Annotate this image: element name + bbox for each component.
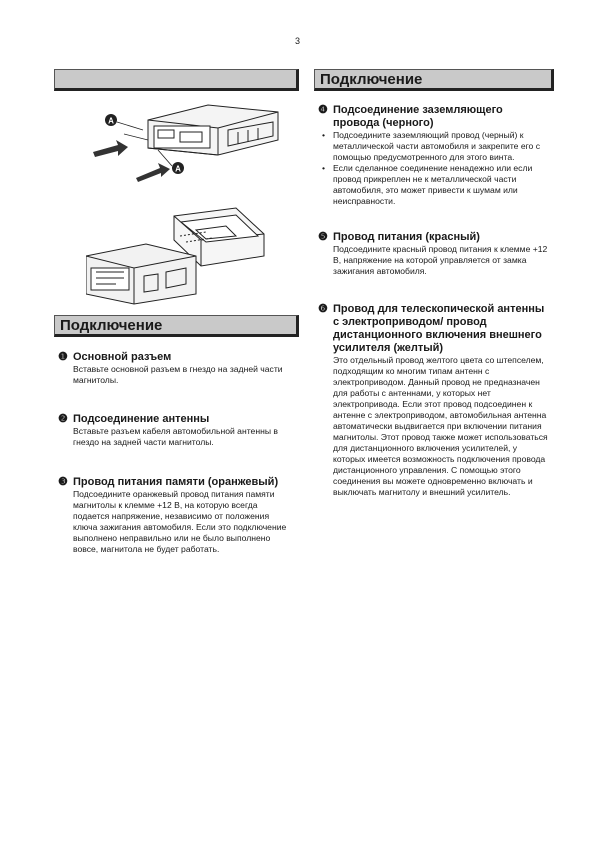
item-title: Провод питания памяти (оранжевый): [73, 476, 279, 488]
bullet-number-6: ❻: [318, 303, 328, 315]
list-item: • Подсоедините заземляющий провод (черный) к металлической части автомобиля и закрепите его с помощью предусмотренного для этого винта.: [322, 130, 541, 162]
item-title: Провод питания (красный): [333, 231, 480, 243]
item-body: Вставьте основной разъем в гнездо на задней части магнитолы.: [73, 364, 283, 385]
item-ground-wire: [318, 104, 550, 207]
right-section-bar: [314, 69, 554, 91]
bullet-number-2: ❷: [58, 413, 68, 425]
ground-bullets: [318, 130, 550, 207]
installation-figure-bottom: [86, 196, 276, 306]
item-antenna-remote: [318, 303, 550, 498]
list-item: • Если сделанное соединение ненадежно или если провод прикреплен не к металлической части автомобиля, это может привести к шумам или неисправности.: [322, 163, 533, 206]
page-number: 3: [294, 36, 300, 46]
item-title: Подсоединение антенны: [73, 413, 210, 425]
right-section-title: Подключение: [320, 71, 423, 88]
item-title: Провод для телескопической антенны с электроприводом/ провод дистанционного включения внешнего усилителя (желтый): [333, 303, 545, 354]
item-body: Подсоедините оранжевый провод питания памяти магнитолы к клемме +12 В, на которую всегда подается напряжение, независимо от положения ключа зажигания автомобиля. Если это подключение выполнено неправильно или не было выполнено вовсе, магнитола не будет работать.: [73, 489, 287, 554]
bullet-number-3: ❸: [58, 476, 68, 488]
item-body: Подсоедините красный провод питания к клемме +12 В, напряжение на которой управляется от замка зажигания автомобиля.: [333, 244, 548, 276]
left-section-title: Подключение: [60, 317, 163, 334]
left-section-bar: [54, 315, 299, 337]
installation-figure-top: [88, 100, 288, 190]
item-antenna: [58, 413, 288, 448]
left-column: [58, 351, 288, 555]
bullet-number-5: ❺: [318, 231, 328, 243]
right-column: [318, 104, 550, 498]
bullet-number-4: ❹: [318, 104, 328, 116]
item-main-connector: [58, 351, 288, 386]
bullet-number-1: ❶: [58, 351, 68, 363]
item-title: Подсоединение заземляющего провода (черного): [333, 104, 503, 129]
item-body: Вставьте разъем кабеля автомобильной антенны в гнездо на задней части магнитолы.: [73, 426, 278, 447]
marker-a-bottom: A: [175, 164, 181, 174]
item-power-red: [318, 231, 550, 277]
arrow-right-shape: [136, 163, 170, 182]
left-top-bar: [54, 69, 299, 91]
item-memory-power: [58, 476, 288, 555]
item-body: Это отдельный провод желтого цвета со штепселем, подходящим ко многим типам антенн с электроприводом. Данный провод не предназначен для работы с антеннами, у которых нет электропривода. Если этот провод подсоединен к антенне с электроприводом, автомобильная антенна автоматически выдвигается при включении питания магнитолы. Этот провод также может использоваться для дистанционного включения усилителей, у которых имеется возможность подключения провода дистанционного управления. С помощью этого соединения вы можете одновременно включать и выключать магнитолу и внешний усилитель.: [333, 355, 548, 497]
item-title: Основной разъем: [73, 351, 172, 363]
arrow-left-shape: [93, 140, 128, 157]
marker-a-top: A: [108, 116, 114, 126]
